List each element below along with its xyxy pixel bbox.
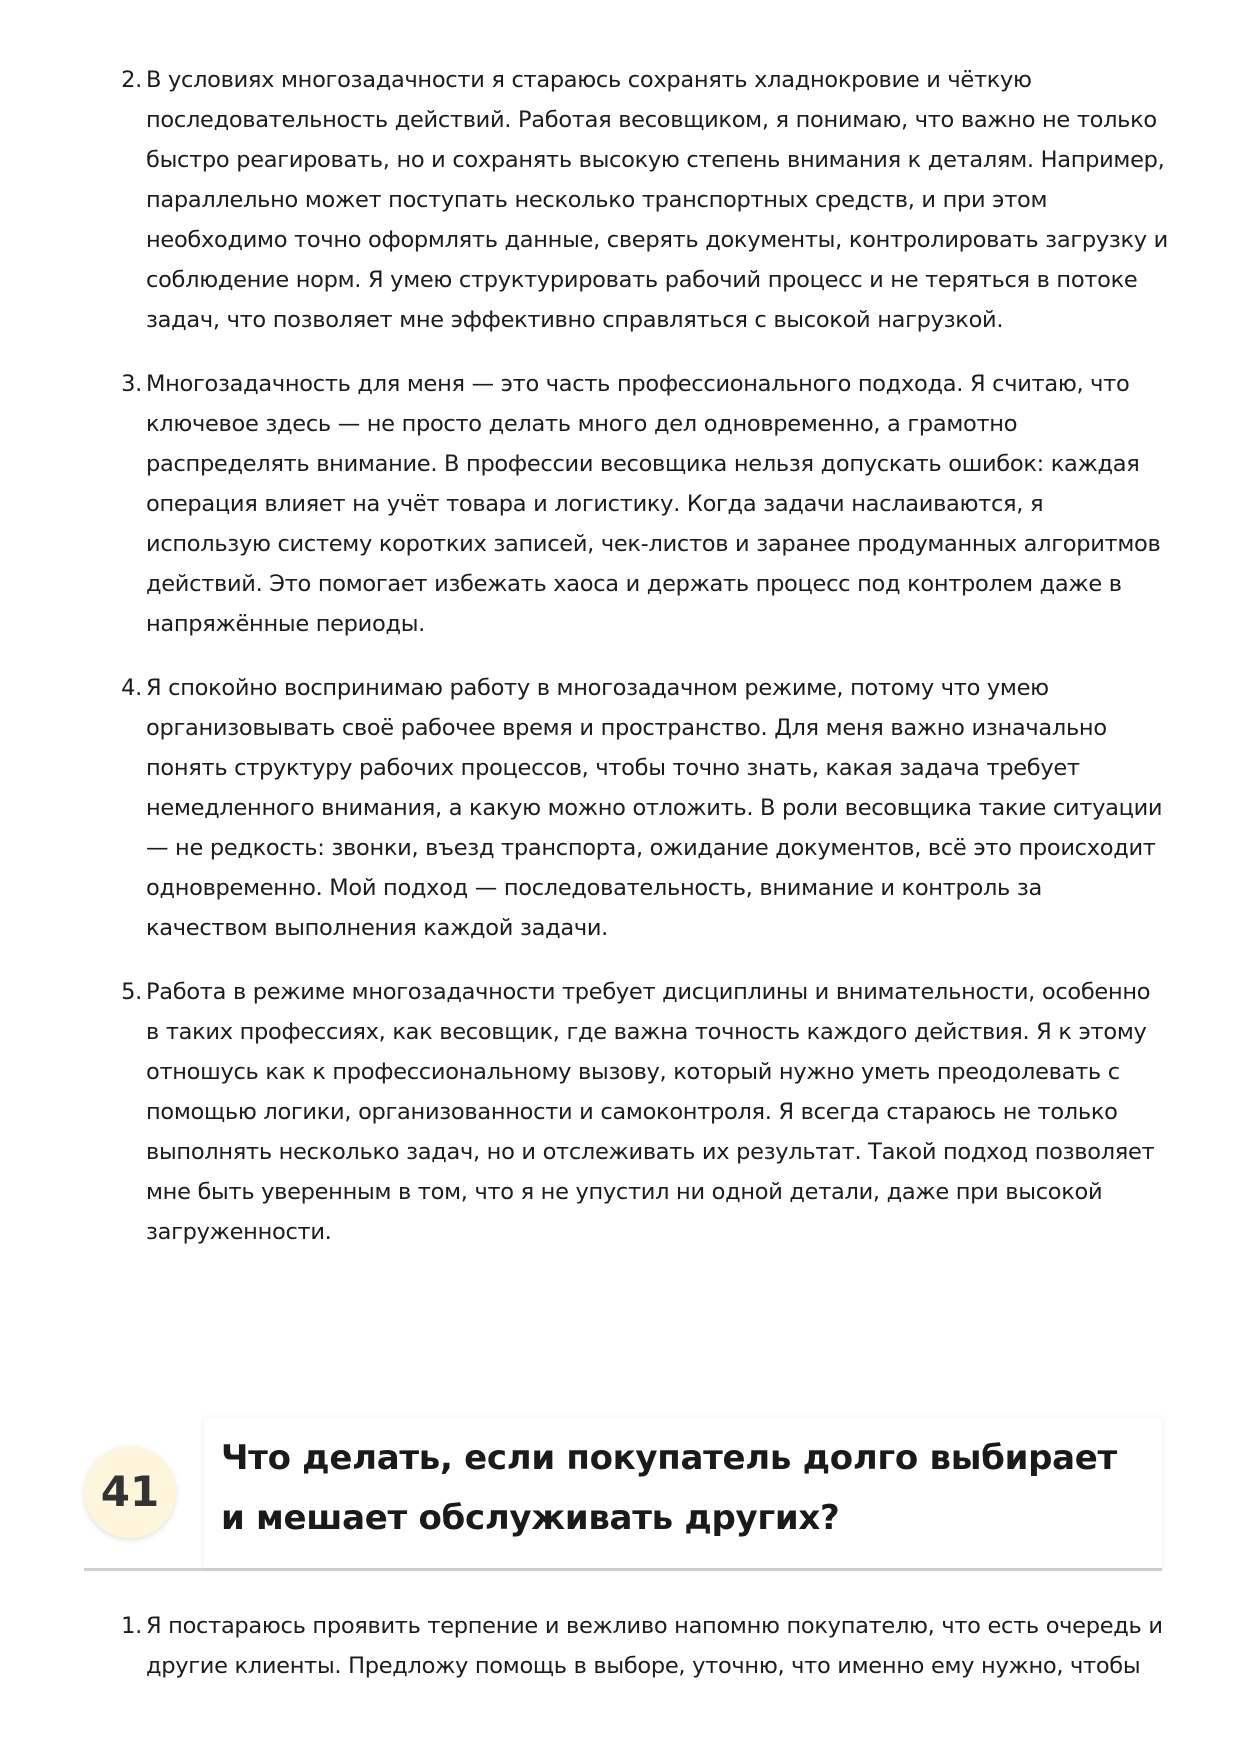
answer-item xyxy=(108,364,1170,644)
answer-text: Работа в режиме многозадачности требует дисциплины и внимательности, особенно в таких профессиях, как весовщик, где важна точность каждого действия. Я к этому отношусь как к профессиональному вызову, который нужно уметь преодолевать с помощью логики, организованности и самоконтроля. Я всегда стараюсь не только выполнять несколько задач, но и отслеживать их результат. Такой подход позволяет мне быть уверенным в том, что я не упустил ни одной детали, даже при высокой загруженности. xyxy=(146,979,1155,1245)
answer-text: Я спокойно воспринимаю работу в многозадачном режиме, потому что умею организовывать своё рабочее время и пространство. Для меня важно изначально понять структуру рабочих процессов, чтобы точно знать, какая задача требует немедленного внимания, а какую можно отложить. В роли весовщика такие ситуации — не редкость: звонки, въезд транспорта, ожидание документов, всё это происходит одновременно. Мой подход — последовательность, внимание и контроль за качеством выполнения каждой задачи. xyxy=(146,675,1163,941)
answer-list xyxy=(108,60,1170,1276)
question-header xyxy=(84,1418,1162,1571)
answer-text: В условиях многозадачности я стараюсь сохранять хладнокровие и чёткую последовательность действий. Работая весовщиком, я понимаю, что важно не только быстро реагировать, но и сохранять высокую степень внимания к деталям. Например, параллельно может поступать несколько транспортных средств, и при этом необходимо точно оформлять данные, сверять документы, контролировать загрузку и соблюдение норм. Я умею структурировать рабочий процесс и не теряться в потоке задач, что позволяет мне эффективно справляться с высокой нагрузкой. xyxy=(146,67,1168,333)
answer-number: 4. xyxy=(121,675,142,701)
answer-item xyxy=(108,1606,1170,1686)
answer-list xyxy=(108,1606,1170,1710)
answer-number: 1. xyxy=(121,1613,142,1639)
answer-text: Многозадачность для меня — это часть профессионального подхода. Я считаю, что ключевое здесь — не просто делать много дел одновременно, а грамотно распределять внимание. В профессии весовщика нельзя допускать ошибок: каждая операция влияет на учёт товара и логистику. Когда задачи наслаиваются, я использую систему коротких записей, чек-листов и заранее продуманных алгоритмов действий. Это помогает избежать хаоса и держать процесс под контролем даже в напряжённые периоды. xyxy=(146,371,1161,637)
answer-number: 5. xyxy=(121,979,142,1005)
answer-item xyxy=(108,60,1170,340)
question-title: Что делать, если покупатель долго выбирает и мешает обслуживать других? xyxy=(221,1438,1117,1538)
answer-text: Я постараюсь проявить терпение и вежливо напомню покупателю, что есть очередь и другие клиенты. Предложу помощь в выборе, уточню, что именно ему нужно, чтобы xyxy=(146,1613,1163,1679)
answer-number: 2. xyxy=(121,67,142,93)
question-number-badge: 41 xyxy=(84,1446,176,1538)
answer-number: 3. xyxy=(121,371,142,397)
answer-item xyxy=(108,972,1170,1252)
answer-item xyxy=(108,668,1170,948)
